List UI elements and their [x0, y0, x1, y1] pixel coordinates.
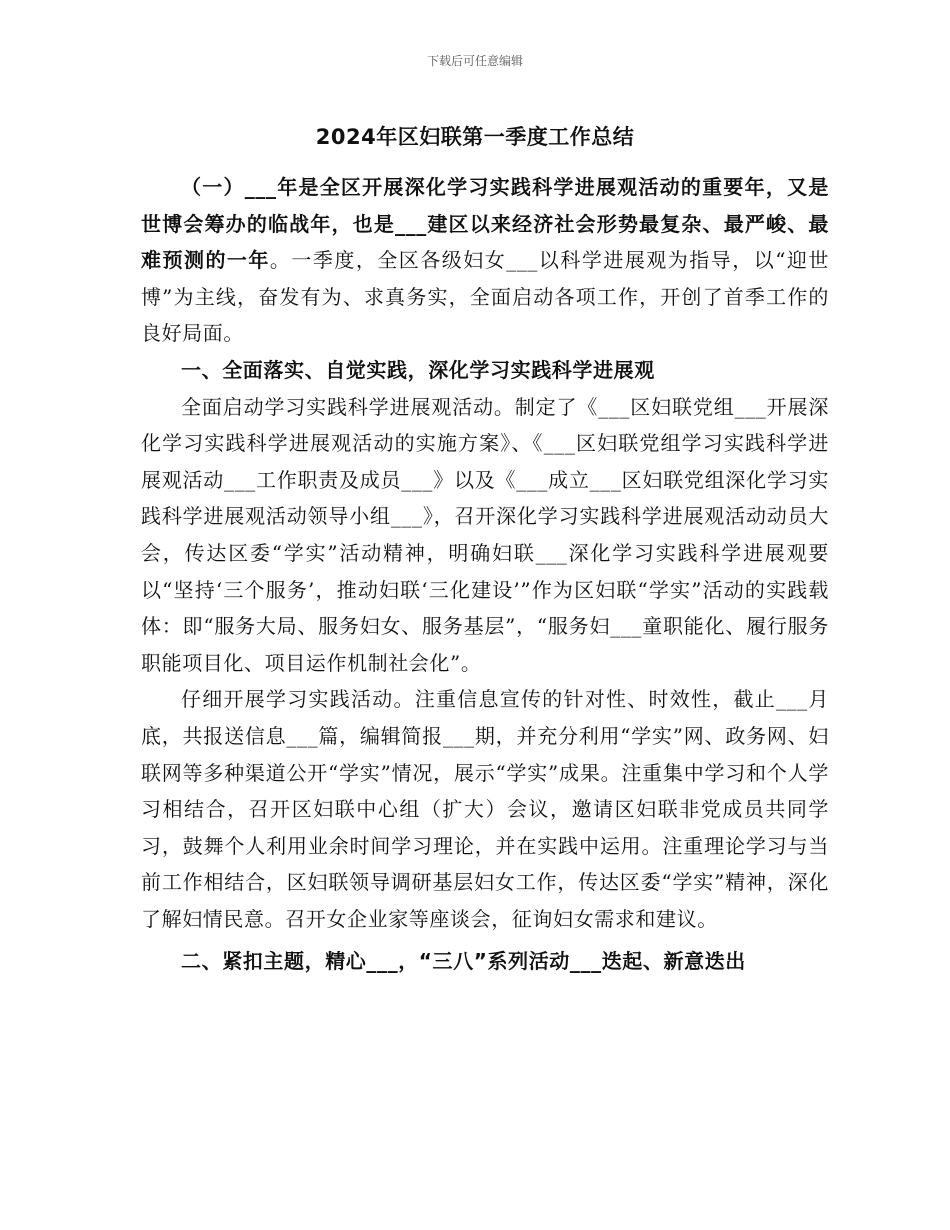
intro-normal-text: 。一季度，全区各级妇女___以科学进展观为指导，以“迎世博”为主线，奋发有为、求真务实，全面启动各项工作，开创了首季工作的良好局面。 — [141, 248, 829, 346]
section-1-paragraph-1: 全面启动学习实践科学进展观活动。制定了《___区妇联党组___开展深化学习实践科学进展观活动的实施方案》、《___区妇联党组学习实践科学进展观活动___工作职责及成员___》以及《___成立___区妇联党组深化学习实践科学进展观活动领导小组___》，召开深化学习实践科学进展观活动动员大会，传达区委“学实”活动精神，明确妇联___深化学习实践科学进展观要以“坚持‘三个服务’，推动妇联‘三化建设’”作为区妇联“学实”活动的实践载体：即“服务大局、服务妇女、服务基层”，“服务妇___童职能化、履行服务职能项目化、项目运作机制社会化”。 — [141, 394, 829, 675]
intro-bold-text: （一）___年是全区开展深化学习实践科学进展观活动的重要年，又是世博会筹办的临战年，也是___建区以来经济社会形势最复杂、最严峻、最难预测的一年 — [141, 175, 829, 273]
section-1-heading: 一、全面落实、自觉实践，深化学习实践科学进展观 — [181, 357, 655, 382]
header-note: 下载后可任意编辑 — [426, 54, 523, 68]
document-title: 2024年区妇联第一季度工作总结 — [315, 125, 635, 149]
section-1-paragraph-2: 仔细开展学习实践活动。注重信息宣传的针对性、时效性，截止___月底，共报送信息___篇，编辑简报___期，并充分利用“学实”网、政务网、妇联网等多种渠道公开“学实”情况，展示“学实”成果。注重集中学习和个人学习相结合，召开区妇联中心组（扩大）会议，邀请区妇联非党成员共同学习，鼓舞个人利用业余时间学习理论，并在实践中运用。注重理论学习与当前工作相结合，区妇联领导调研基层妇女工作，传达区委“学实”精神，深化了解妇情民意。召开女企业家等座谈会，征询妇女需求和建议。 — [141, 687, 829, 931]
document-body — [141, 169, 829, 980]
section-2-heading: 二、紧扣主题，精心___，“三八”系列活动___迭起、新意迭出 — [181, 949, 746, 974]
intro-paragraph — [141, 169, 829, 352]
